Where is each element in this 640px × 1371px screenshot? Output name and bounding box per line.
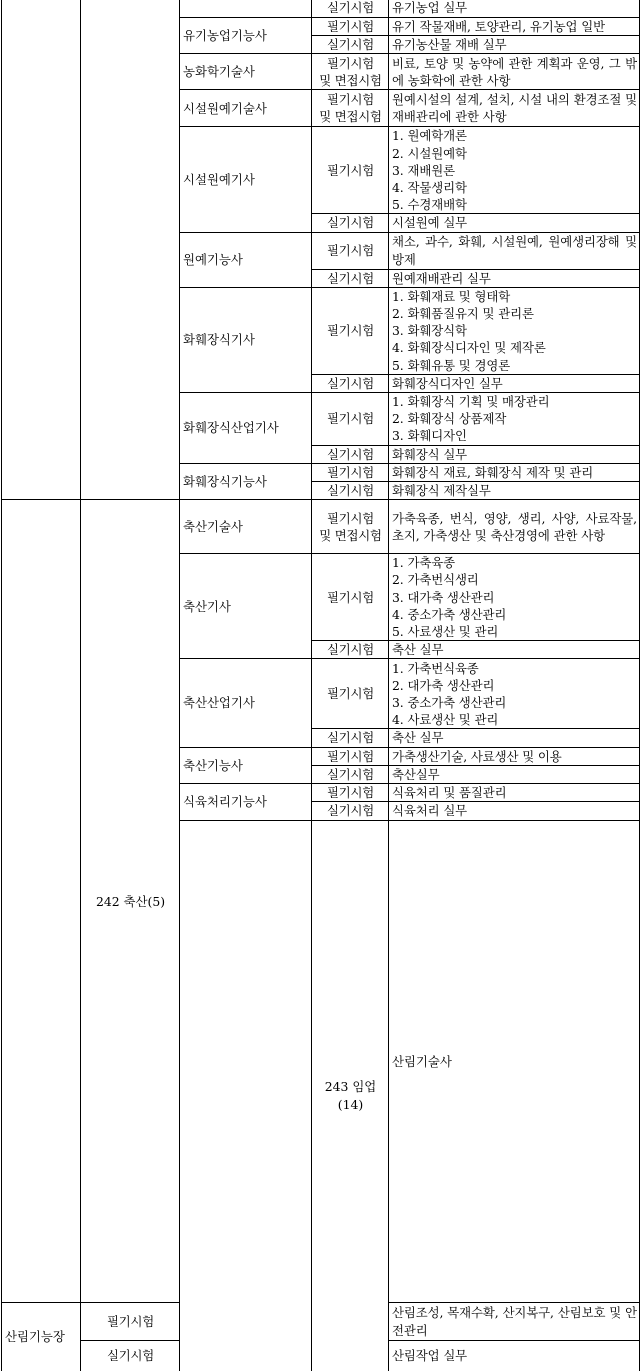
subject-cell: 비료, 토양 및 농약에 관한 계획과 운영, 그 밖에 농화학에 관한 사항	[389, 54, 640, 90]
qualification-cell: 시설원예기술사	[180, 90, 312, 127]
qualification-cell: 축산기능사	[180, 747, 312, 783]
qualification-cell: 축산산업기사	[180, 659, 312, 747]
qualification-cell: 유기농업기능사	[180, 18, 312, 54]
subject-line: 4. 작물생리학	[392, 180, 467, 196]
qualification-cell: 축산기사	[180, 554, 312, 659]
subject-cell: 채소, 과수, 화훼, 시설원예, 원예생리장해 및 방제	[389, 232, 640, 269]
exam-type-cell: 필기시험	[312, 463, 389, 481]
blank-column-cell	[2, 0, 81, 500]
exam-type-cell: 필기시험 및 면접시험	[312, 500, 389, 554]
subject-cell: 축산실무	[389, 765, 640, 783]
qualification-table	[1, 0, 640, 1371]
subject-cell: 유기 작물재배, 토양관리, 유기농업 일반	[389, 18, 640, 36]
exam-type-cell: 실기시험	[312, 729, 389, 747]
qualification-cell	[180, 0, 312, 18]
subject-line: 1. 가축육종	[392, 555, 455, 571]
exam-type-cell: 필기시험	[312, 554, 389, 641]
exam-type-cell: 실기시험	[312, 641, 389, 659]
exam-type-cell: 필기시험 및 면접시험	[312, 54, 389, 90]
subject-list-cell	[389, 554, 640, 641]
subject-line: 3. 화훼장식학	[392, 323, 467, 339]
subject-cell: 식육처리 실무	[389, 802, 640, 820]
exam-type-cell: 실기시험	[312, 482, 389, 500]
category-cell: 243 임업(14)	[312, 820, 389, 1371]
exam-type-cell: 필기시험	[312, 232, 389, 269]
exam-type-cell: 실기시험	[312, 374, 389, 392]
subject-line: 1. 원예학개론	[392, 128, 467, 144]
exam-type-cell: 실기시험	[312, 214, 389, 232]
qualification-cell: 산림기능장	[2, 1303, 81, 1371]
subject-cell: 화훼장식디자인 실무	[389, 374, 640, 392]
subject-line: 3. 중소가축 생산관리	[392, 694, 507, 710]
exam-type-cell: 실기시험	[81, 1341, 180, 1371]
subject-line: 4. 중소가축 생산관리	[392, 606, 507, 622]
subject-cell: 원예시설의 설계, 설치, 시설 내의 환경조절 및 재배관리에 관한 사항	[389, 90, 640, 127]
subject-cell: 축산 실무	[389, 641, 640, 659]
subject-list-cell	[389, 287, 640, 374]
qualification-cell: 농화학기술사	[180, 54, 312, 90]
subject-list-cell	[389, 659, 640, 729]
subject-line: 4. 화훼장식디자인 및 제작론	[392, 340, 546, 356]
subject-cell: 유기농산물 재배 실무	[389, 36, 640, 54]
subject-list-cell	[389, 127, 640, 214]
subject-line: 1. 화훼장식 기획 및 매장관리	[392, 394, 550, 410]
exam-type-cell: 실기시험	[312, 445, 389, 463]
qualification-cell: 시설원예기사	[180, 127, 312, 232]
exam-type-cell: 실기시험	[312, 36, 389, 54]
qualification-cell: 화훼장식산업기사	[180, 393, 312, 464]
subject-line: 5. 사료생산 및 관리	[392, 624, 499, 640]
subject-cell: 시설원예 실무	[389, 214, 640, 232]
subject-line: 2. 가축번식생리	[392, 572, 479, 588]
exam-type-cell: 실기시험	[312, 802, 389, 820]
subject-line: 1. 가축번식육종	[392, 660, 479, 676]
exam-type-cell: 필기시험	[81, 1303, 180, 1341]
subject-cell: 화훼장식 재료, 화훼장식 제작 및 관리	[389, 463, 640, 481]
subject-cell: 화훼장식 실무	[389, 445, 640, 463]
subject-cell: 원예재배관리 실무	[389, 269, 640, 287]
subject-cell: 가축생산기술, 사료생산 및 이용	[389, 747, 640, 765]
exam-type-cell: 필기시험	[312, 784, 389, 802]
subject-line: 5. 수경재배학	[392, 197, 467, 213]
subject-cell: 화훼장식 제작실무	[389, 482, 640, 500]
exam-type-cell: 필기시험	[312, 659, 389, 729]
qualification-cell: 식육처리기능사	[180, 784, 312, 820]
subject-cell: 식육처리 및 품질관리	[389, 784, 640, 802]
exam-type-cell: 실기시험	[312, 765, 389, 783]
exam-type-cell: 필기시험	[312, 287, 389, 374]
subject-line: 2. 시설원예학	[392, 145, 467, 161]
subject-line: 3. 대가축 생산관리	[392, 589, 495, 605]
subject-line: 4. 사료생산 및 관리	[392, 712, 499, 728]
exam-type-cell: 필기시험	[312, 18, 389, 36]
subject-cell: 축산 실무	[389, 729, 640, 747]
subject-cell: 가축육종, 번식, 영양, 생리, 사양, 사료작물, 초지, 가축생산 및 축산경영에 관한 사항	[389, 500, 640, 554]
blank-column-cell	[2, 500, 81, 1303]
subject-cell: 산림작업 실무	[389, 1341, 640, 1371]
subject-line: 2. 화훼품질유지 및 관리론	[392, 306, 534, 322]
subject-line: 5. 화훼유통 및 경영론	[392, 357, 511, 373]
qualification-cell: 산림기술사	[389, 820, 640, 1303]
exam-type-cell: 필기시험 및 면접시험	[312, 90, 389, 127]
subject-line: 2. 화훼장식 상품제작	[392, 411, 507, 427]
qualification-cell: 원예기능사	[180, 232, 312, 287]
exam-type-cell: 실기시험	[312, 0, 389, 18]
subject-line: 3. 재배원론	[392, 162, 455, 178]
exam-type-cell: 필기시험	[312, 747, 389, 765]
subject-line: 1. 화훼재료 및 형태학	[392, 288, 511, 304]
category-cell	[81, 0, 180, 500]
qualification-cell: 축산기술사	[180, 500, 312, 554]
subject-cell: 산림조성, 목재수확, 산지복구, 산림보호 및 안전관리	[389, 1303, 640, 1341]
qualification-cell: 화훼장식기사	[180, 287, 312, 392]
subject-list-cell	[389, 393, 640, 446]
qualification-cell: 화훼장식기능사	[180, 463, 312, 499]
subject-line: 3. 화훼디자인	[392, 428, 467, 444]
table-row	[2, 0, 640, 18]
category-cell: 242 축산(5)	[81, 500, 180, 1303]
exam-type-cell: 필기시험	[312, 127, 389, 214]
subject-cell: 유기농업 실무	[389, 0, 640, 18]
exam-type-cell: 실기시험	[312, 269, 389, 287]
table-row	[2, 500, 640, 554]
exam-type-cell: 필기시험	[312, 393, 389, 446]
subject-line: 2. 대가축 생산관리	[392, 677, 495, 693]
